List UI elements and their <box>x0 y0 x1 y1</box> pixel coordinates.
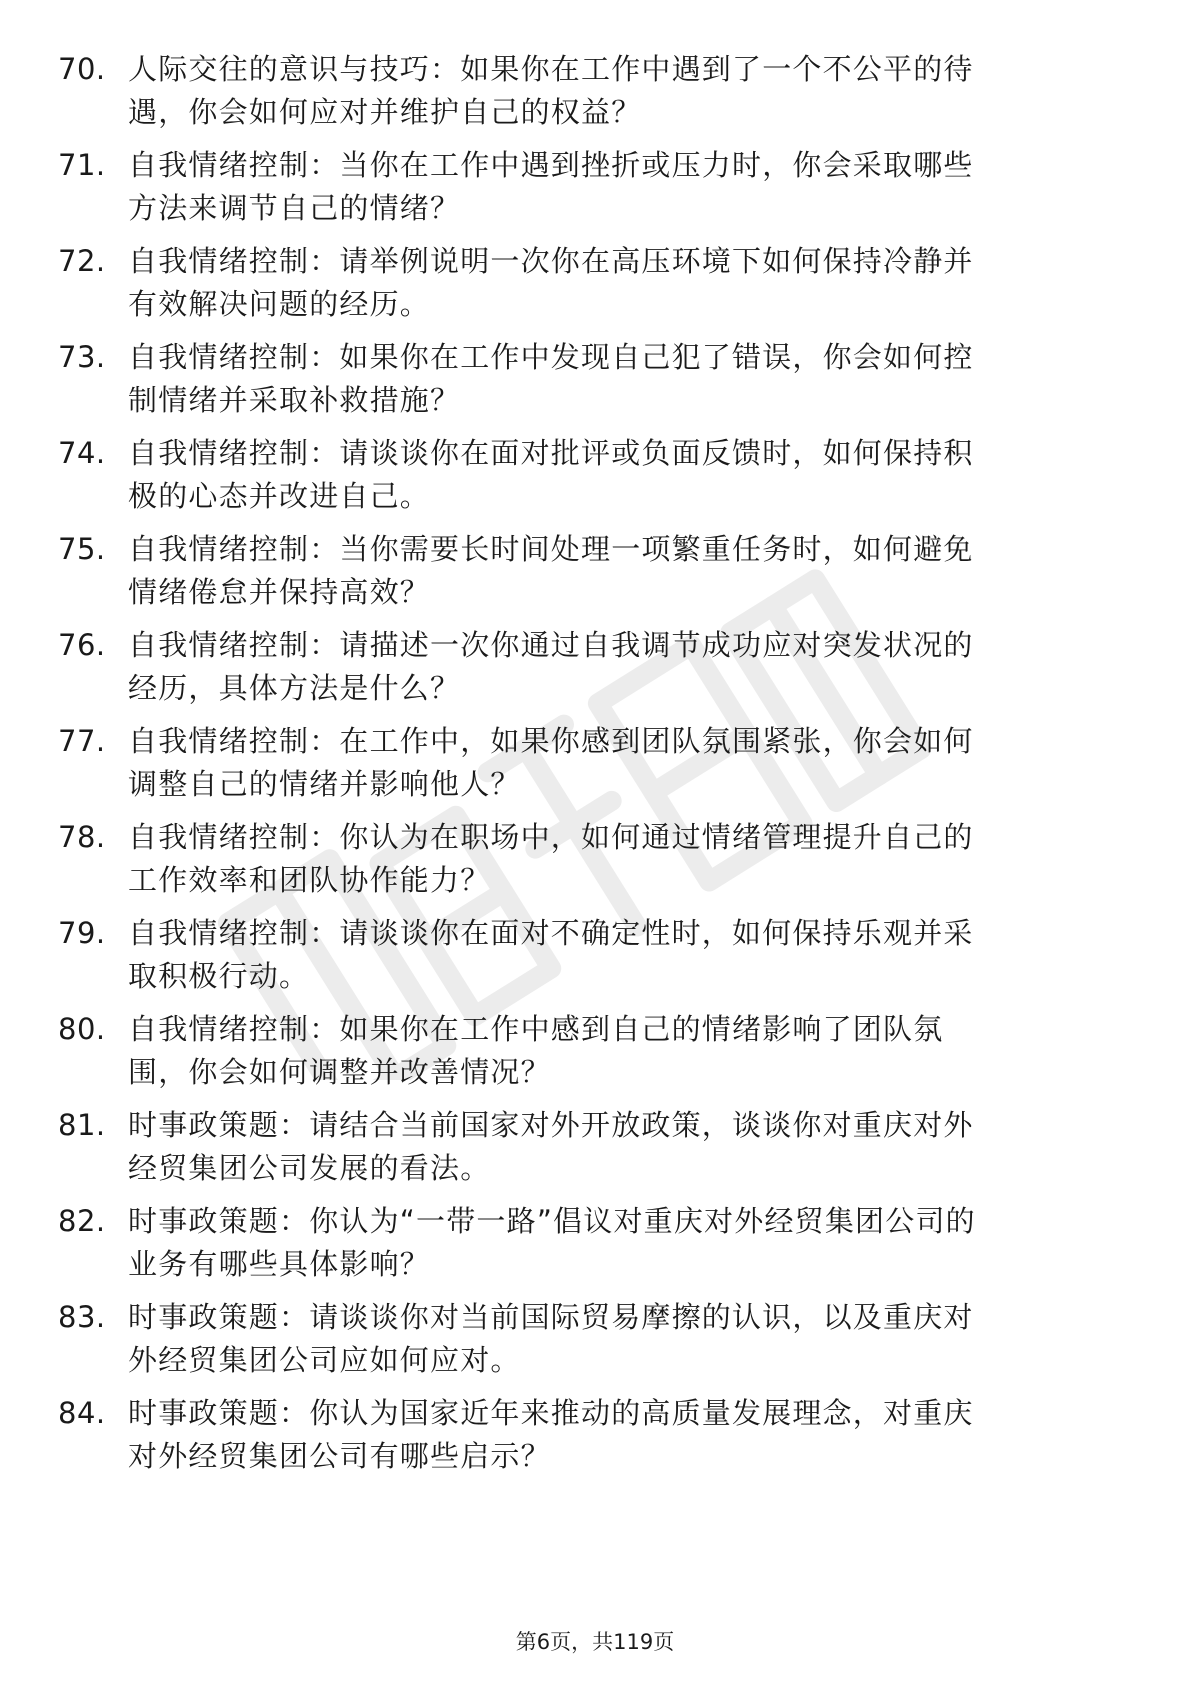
question-item <box>58 1104 1118 1190</box>
question-item <box>58 144 1118 230</box>
question-text: 时事政策题：你认为国家近年来推动的高质量发展理念，对重庆 对外经贸集团公司有哪些启示？ <box>128 1396 974 1473</box>
question-item <box>58 1200 1118 1286</box>
question-number: 77. <box>58 724 106 758</box>
question-number: 83. <box>58 1300 106 1334</box>
question-number: 84. <box>58 1396 106 1430</box>
question-number: 80. <box>58 1012 106 1046</box>
question-item <box>58 816 1118 902</box>
question-text: 时事政策题：请谈谈你对当前国际贸易摩擦的认识，以及重庆对 外经贸集团公司应如何应对。 <box>128 1300 974 1377</box>
question-item <box>58 240 1118 326</box>
question-text: 自我情绪控制：请举例说明一次你在高压环境下如何保持冷静并 有效解决问题的经历。 <box>128 244 974 321</box>
question-text: 自我情绪控制：请描述一次你通过自我调节成功应对突发状况的 经历，具体方法是什么？ <box>128 628 974 705</box>
question-text: 自我情绪控制：当你在工作中遇到挫折或压力时，你会采取哪些 方法来调节自己的情绪？ <box>128 148 974 225</box>
question-text: 时事政策题：请结合当前国家对外开放政策，谈谈你对重庆对外 经贸集团公司发展的看法。 <box>128 1108 974 1185</box>
question-number: 75. <box>58 532 106 566</box>
question-item <box>58 432 1118 518</box>
question-number: 74. <box>58 436 106 470</box>
question-number: 72. <box>58 244 106 278</box>
question-item <box>58 720 1118 806</box>
question-number: 73. <box>58 340 106 374</box>
question-item <box>58 336 1118 422</box>
question-number: 79. <box>58 916 106 950</box>
question-number: 82. <box>58 1204 106 1238</box>
question-text: 自我情绪控制：如果你在工作中发现自己犯了错误，你会如何控 制情绪并采取补救措施？ <box>128 340 974 417</box>
question-number: 81. <box>58 1108 106 1142</box>
question-text: 自我情绪控制：在工作中，如果你感到团队氛围紧张，你会如何 调整自己的情绪并影响他人？ <box>128 724 974 801</box>
question-item <box>58 48 1118 134</box>
question-text: 自我情绪控制：如果你在工作中感到自己的情绪影响了团队氛 围，你会如何调整并改善情况？ <box>128 1012 944 1089</box>
question-number: 78. <box>58 820 106 854</box>
question-text: 自我情绪控制：请谈谈你在面对批评或负面反馈时，如何保持积 极的心态并改进自己。 <box>128 436 974 513</box>
question-number: 71. <box>58 148 106 182</box>
question-text: 自我情绪控制：你认为在职场中，如何通过情绪管理提升自己的 工作效率和团队协作能力？ <box>128 820 974 897</box>
question-item <box>58 1392 1118 1478</box>
question-item <box>58 528 1118 614</box>
question-item <box>58 1008 1118 1094</box>
question-item <box>58 1296 1118 1382</box>
question-item <box>58 624 1118 710</box>
question-number: 76. <box>58 628 106 662</box>
question-text: 时事政策题：你认为“一带一路”倡议对重庆对外经贸集团公司的 业务有哪些具体影响？ <box>128 1204 976 1281</box>
question-number: 70. <box>58 52 106 86</box>
question-text: 人际交往的意识与技巧：如果你在工作中遇到了一个不公平的待 遇，你会如何应对并维护自己的权益？ <box>128 52 974 129</box>
question-text: 自我情绪控制：当你需要长时间处理一项繁重任务时，如何避免 情绪倦怠并保持高效？ <box>128 532 974 609</box>
question-text: 自我情绪控制：请谈谈你在面对不确定性时，如何保持乐观并采 取积极行动。 <box>128 916 974 993</box>
question-item <box>58 912 1118 998</box>
page-number: 第6页，共119页 <box>515 1630 675 1654</box>
